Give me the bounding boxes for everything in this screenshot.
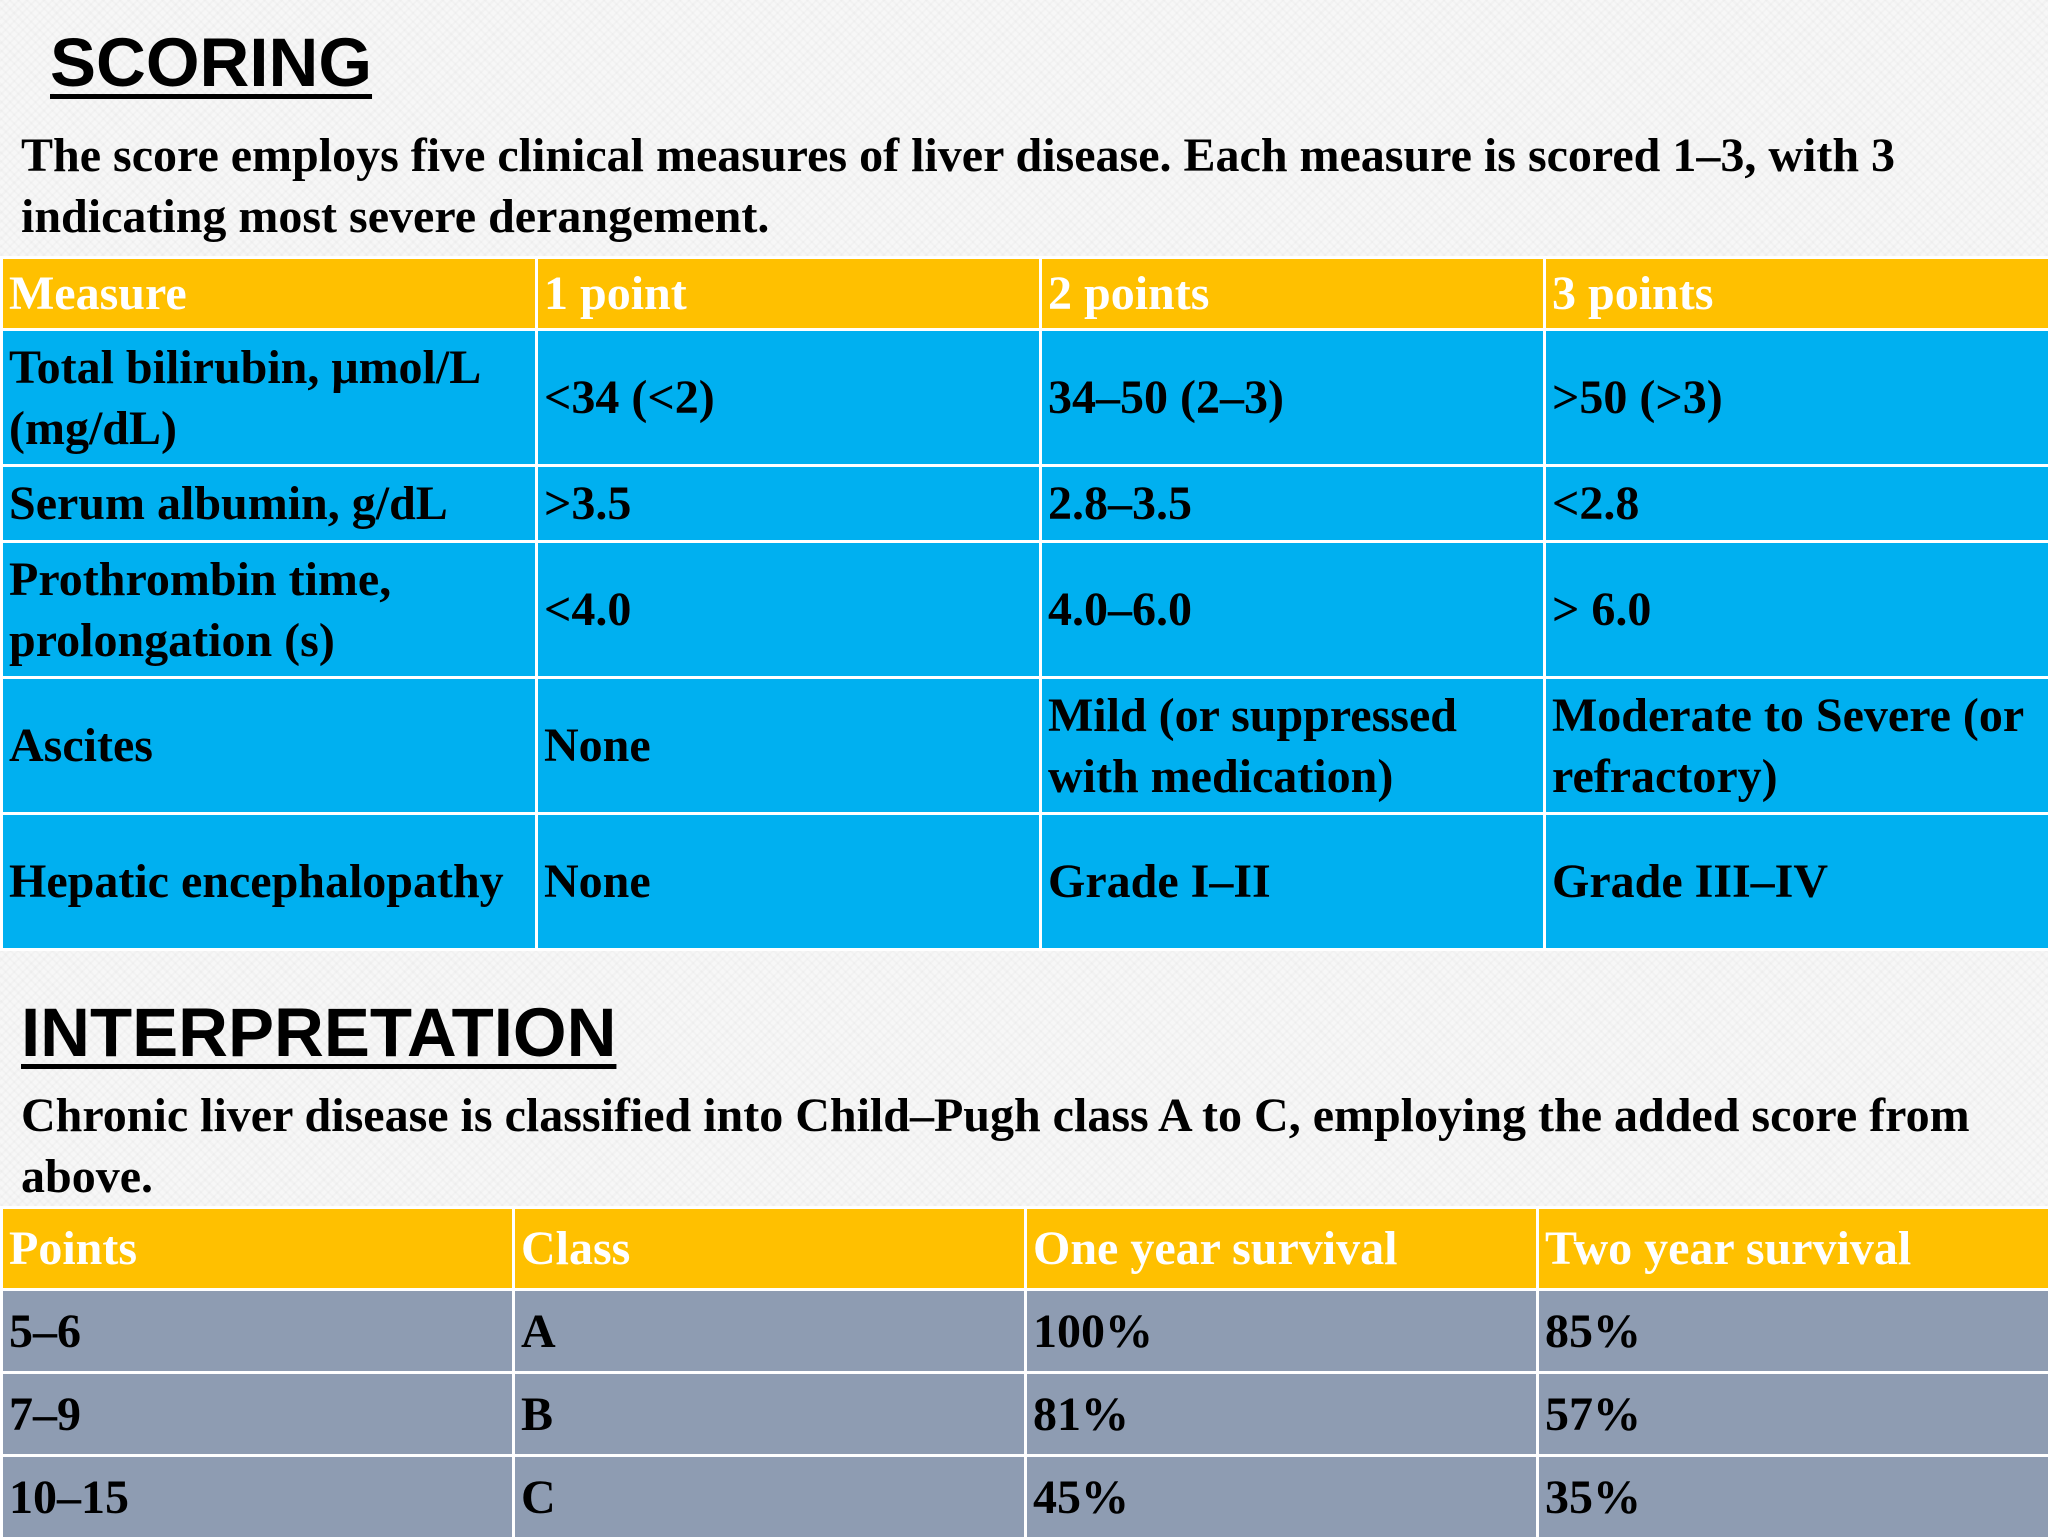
- table-row: [2, 1456, 2048, 1539]
- column-header-one-year-survival: One year survival: [1026, 1208, 1538, 1290]
- table-cell: 35%: [1538, 1456, 2048, 1539]
- interpretation-intro-text: Chronic liver disease is classified into Child–Pugh class A to C, employing the added score from above.: [21, 1085, 2031, 1207]
- column-header-2-points: 2 points: [1041, 258, 1545, 330]
- table-cell: None: [537, 814, 1041, 950]
- table-cell: 81%: [1026, 1373, 1538, 1456]
- scoring-heading: SCORING: [50, 28, 372, 97]
- table-row: [2, 678, 2048, 814]
- table-cell: <4.0: [537, 542, 1041, 678]
- table-row: [2, 542, 2048, 678]
- table-cell: 34–50 (2–3): [1041, 330, 1545, 466]
- table-cell: >50 (>3): [1545, 330, 2048, 466]
- class-cell: A: [514, 1290, 1026, 1373]
- table-cell: Grade III–IV: [1545, 814, 2048, 950]
- table-row: [2, 466, 2048, 542]
- interpretation-heading: INTERPRETATION: [21, 998, 616, 1067]
- table-cell: Mild (or suppressed with medication): [1041, 678, 1545, 814]
- table-cell: 57%: [1538, 1373, 2048, 1456]
- points-cell: 10–15: [2, 1456, 514, 1539]
- column-header-two-year-survival: Two year survival: [1538, 1208, 2048, 1290]
- table-cell: Grade I–II: [1041, 814, 1545, 950]
- column-header-1-point: 1 point: [537, 258, 1041, 330]
- table-cell: 100%: [1026, 1290, 1538, 1373]
- points-cell: 7–9: [2, 1373, 514, 1456]
- points-cell: 5–6: [2, 1290, 514, 1373]
- measure-cell: Hepatic encephalopathy: [2, 814, 537, 950]
- table-row: [2, 814, 2048, 950]
- measure-cell: Total bilirubin, μmol/L (mg/dL): [2, 330, 537, 466]
- class-cell: C: [514, 1456, 1026, 1539]
- column-header-class: Class: [514, 1208, 1026, 1290]
- table-cell: <2.8: [1545, 466, 2048, 542]
- column-header-points: Points: [2, 1208, 514, 1290]
- table-cell: 4.0–6.0: [1041, 542, 1545, 678]
- class-cell: B: [514, 1373, 1026, 1456]
- table-header-row: [2, 1208, 2048, 1290]
- table-cell: 85%: [1538, 1290, 2048, 1373]
- scoring-table: [0, 256, 2048, 951]
- table-cell: >3.5: [537, 466, 1041, 542]
- table-cell: Moderate to Severe (or refractory): [1545, 678, 2048, 814]
- table-row: [2, 1373, 2048, 1456]
- column-header-3-points: 3 points: [1545, 258, 2048, 330]
- table-cell: <34 (<2): [537, 330, 1041, 466]
- table-row: [2, 330, 2048, 466]
- table-row: [2, 1290, 2048, 1373]
- table-cell: 45%: [1026, 1456, 1538, 1539]
- column-header-measure: Measure: [2, 258, 537, 330]
- table-cell: > 6.0: [1545, 542, 2048, 678]
- table-cell: 2.8–3.5: [1041, 466, 1545, 542]
- table-cell: None: [537, 678, 1041, 814]
- measure-cell: Serum albumin, g/dL: [2, 466, 537, 542]
- measure-cell: Ascites: [2, 678, 537, 814]
- measure-cell: Prothrombin time, prolongation (s): [2, 542, 537, 678]
- interpretation-table: [0, 1206, 2048, 1540]
- scoring-intro-text: The score employs five clinical measures of liver disease. Each measure is scored 1–3, with 3 indicating most severe derangement.: [21, 125, 2031, 247]
- table-header-row: [2, 258, 2048, 330]
